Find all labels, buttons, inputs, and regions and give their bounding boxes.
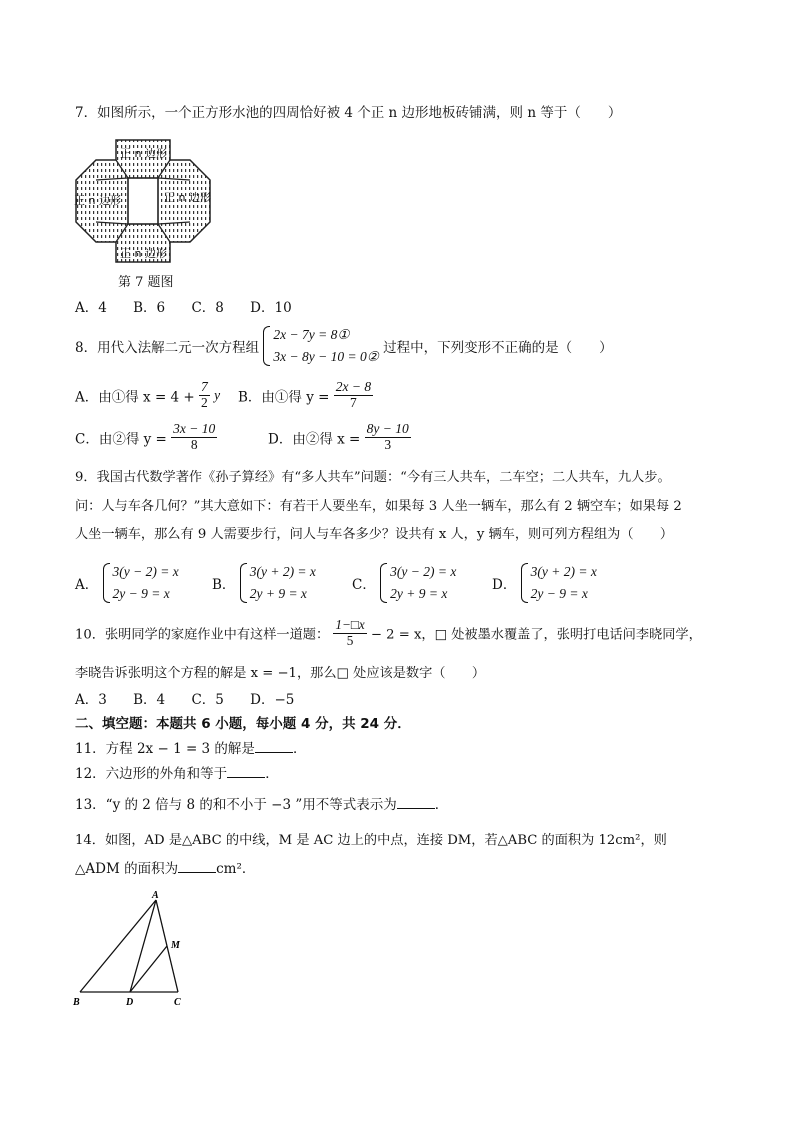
q14-line2: [75, 857, 255, 877]
q14-line2-post: cm²．: [216, 861, 256, 877]
q7-option-a: A．4: [75, 300, 107, 316]
q9-option-d: [492, 561, 597, 605]
q9-c-eq1: 3(y − 2) = x: [390, 564, 457, 579]
q9-option-a: [75, 561, 179, 605]
q10-den: 5: [346, 632, 354, 648]
q10-option-a: A．3: [75, 692, 107, 708]
q8-d-num: 8y − 10: [366, 421, 409, 436]
q13: [75, 793, 448, 813]
q11-answer-blank: [255, 740, 293, 753]
q8-option-b: [238, 380, 373, 411]
q9-a-eq1: 3(y − 2) = x: [112, 564, 179, 579]
q10-option-b: B．4: [133, 692, 166, 708]
q7-stem: 7．如图所示，一个正方形水池的四周恰好被 4 个正 n 边形地板砖铺满，则 n 等于（ ）: [75, 105, 622, 121]
q8-a-pre: A．由①得 x = 4 +: [75, 389, 195, 406]
q10-post: − 2 = x，□ 处被墨水覆盖了，张明打电话问李晓同学，: [370, 627, 702, 643]
label-c: C: [174, 997, 181, 1008]
q10-options: [75, 688, 294, 708]
q9-a-eq2: 2y − 9 = x: [112, 586, 170, 601]
q8-d-pre: D．由②得 x =: [268, 431, 361, 448]
q9-a-system: [103, 561, 179, 605]
q12-pre: 12．六边形的外角和等于: [75, 766, 228, 782]
q7-options: [75, 296, 292, 316]
q9-b-label: B．: [212, 577, 236, 593]
q14-answer-blank: [178, 860, 216, 873]
fig7-label-bottom: 正 n 边形: [120, 247, 167, 260]
fig7-label-left: 正 n 边形: [74, 194, 121, 207]
q8-b-pre: B．由①得 y =: [238, 389, 330, 406]
q10-stem: [75, 618, 702, 648]
q8-a-num: 7: [201, 379, 208, 394]
q9-d-eq2: 2y − 9 = x: [530, 586, 588, 601]
label-d: D: [126, 997, 134, 1008]
q8-eq2: 3x − 8y − 10 = 0②: [273, 349, 379, 364]
q7-option-b: B．6: [133, 300, 166, 316]
q11-pre: 11．方程 2x − 1 = 3 的解是: [75, 741, 255, 757]
q8-a-post: y: [214, 387, 221, 403]
q9-line1: 9．我国古代数学著作《孙子算经》有“多人共车”问题：“今有三人共车，二车空；二人共车，九人步。: [75, 470, 671, 485]
label-m: M: [171, 940, 180, 951]
q8-option-c: [75, 422, 217, 453]
q12-post: ．: [265, 766, 279, 782]
q9-c-eq2: 2y + 9 = x: [390, 586, 448, 601]
median-ad: [130, 900, 156, 992]
q8-b-den: 7: [350, 394, 357, 410]
q8-b-frac: [334, 380, 373, 411]
q12-answer-blank: [227, 765, 265, 778]
q9-option-c: [352, 561, 456, 605]
q8-b-num: 2x − 8: [335, 379, 372, 394]
q13-pre: 13．“y 的 2 倍与 8 的和不小于 −3 ”用不等式表示为: [75, 797, 397, 813]
q14-line2-pre: △ADM 的面积为: [75, 861, 179, 877]
q8-c-frac: [171, 422, 217, 453]
q9-b-system: [240, 561, 316, 605]
q10-option-c: C．5: [191, 692, 224, 708]
q10-frac: [333, 618, 366, 648]
fig7-label-top: 正 n 边形: [120, 147, 167, 160]
q11: [75, 737, 306, 757]
q11-post: ．: [292, 741, 307, 757]
q14-line1: 14．如图，AD 是△ABC 的中线，M 是 AC 边上的中点，连接 DM，若△ABC 的面积为 12cm²，则: [75, 833, 667, 848]
q7-caption: 第 7 题图: [118, 275, 174, 290]
q10-line2: 李晓告诉张明这个方程的解是 x = −1，那么□ 处应该是数字（ ）: [75, 666, 486, 681]
q7-option-c: C．8: [191, 300, 224, 316]
segment-dm: [130, 946, 167, 992]
q9-a-label: A．: [75, 577, 99, 593]
q8-d-frac: [365, 422, 411, 453]
q9-d-label: D．: [492, 577, 517, 593]
q7-option-d: D．10: [250, 300, 292, 316]
section2-heading: 二、填空题：本题共 6 小题，每小题 4 分，共 24 分．: [75, 716, 411, 732]
q8-option-a: [75, 380, 220, 411]
q9-c-system: [380, 561, 456, 605]
q9-c-label: C．: [352, 577, 376, 593]
label-b: B: [73, 997, 80, 1008]
q9-b-eq2: 2y + 9 = x: [249, 586, 307, 601]
q10-pre: 10．张明同学的家庭作业中有这样一道题：: [75, 627, 330, 643]
pool-square: [128, 178, 158, 224]
q13-answer-blank: [397, 796, 435, 809]
q7-figure: [72, 138, 214, 264]
q9-line2: 问：人与车各几何？”其大意如下：有若干人要坐车，如果每 3 人坐一辆车，那么有 2 辆空车；如果每 2: [75, 499, 682, 514]
q9-d-eq1: 3(y + 2) = x: [530, 564, 597, 579]
q8-a-frac: [199, 380, 210, 411]
fig7-label-right: 正 n 边形: [164, 191, 211, 204]
q8-system: [263, 324, 378, 368]
q9-b-eq1: 3(y + 2) = x: [249, 564, 316, 579]
q12: [75, 762, 279, 782]
q8-stem: [75, 324, 613, 368]
q8-option-d: [268, 422, 411, 453]
label-a: A: [152, 890, 159, 901]
q9-line3: 人坐一辆车，那么有 9 人需要步行，问人与车各多少？设共有 x 人，y 辆车，则可列方程组为（ ）: [75, 527, 674, 542]
q8-a-den: 2: [201, 394, 208, 410]
q8-c-num: 3x − 10: [173, 421, 216, 436]
q10-option-d: D．−5: [250, 692, 295, 708]
q8-d-den: 3: [384, 436, 392, 452]
q9-d-system: [521, 561, 597, 605]
q14-triangle-figure: [70, 888, 195, 1010]
q8-stem-pre: 8．用代入法解二元一次方程组: [75, 340, 260, 356]
q8-c-pre: C．由②得 y =: [75, 431, 167, 448]
q8-c-den: 8: [190, 436, 198, 452]
q10-num: 1−□x: [335, 617, 365, 632]
edge-ab: [80, 900, 156, 992]
q9-option-b: [212, 561, 316, 605]
q8-eq1: 2x − 7y = 8①: [273, 327, 350, 342]
q13-post: ．: [434, 797, 449, 813]
q8-stem-post: 过程中，下列变形不正确的是（ ）: [383, 340, 613, 356]
